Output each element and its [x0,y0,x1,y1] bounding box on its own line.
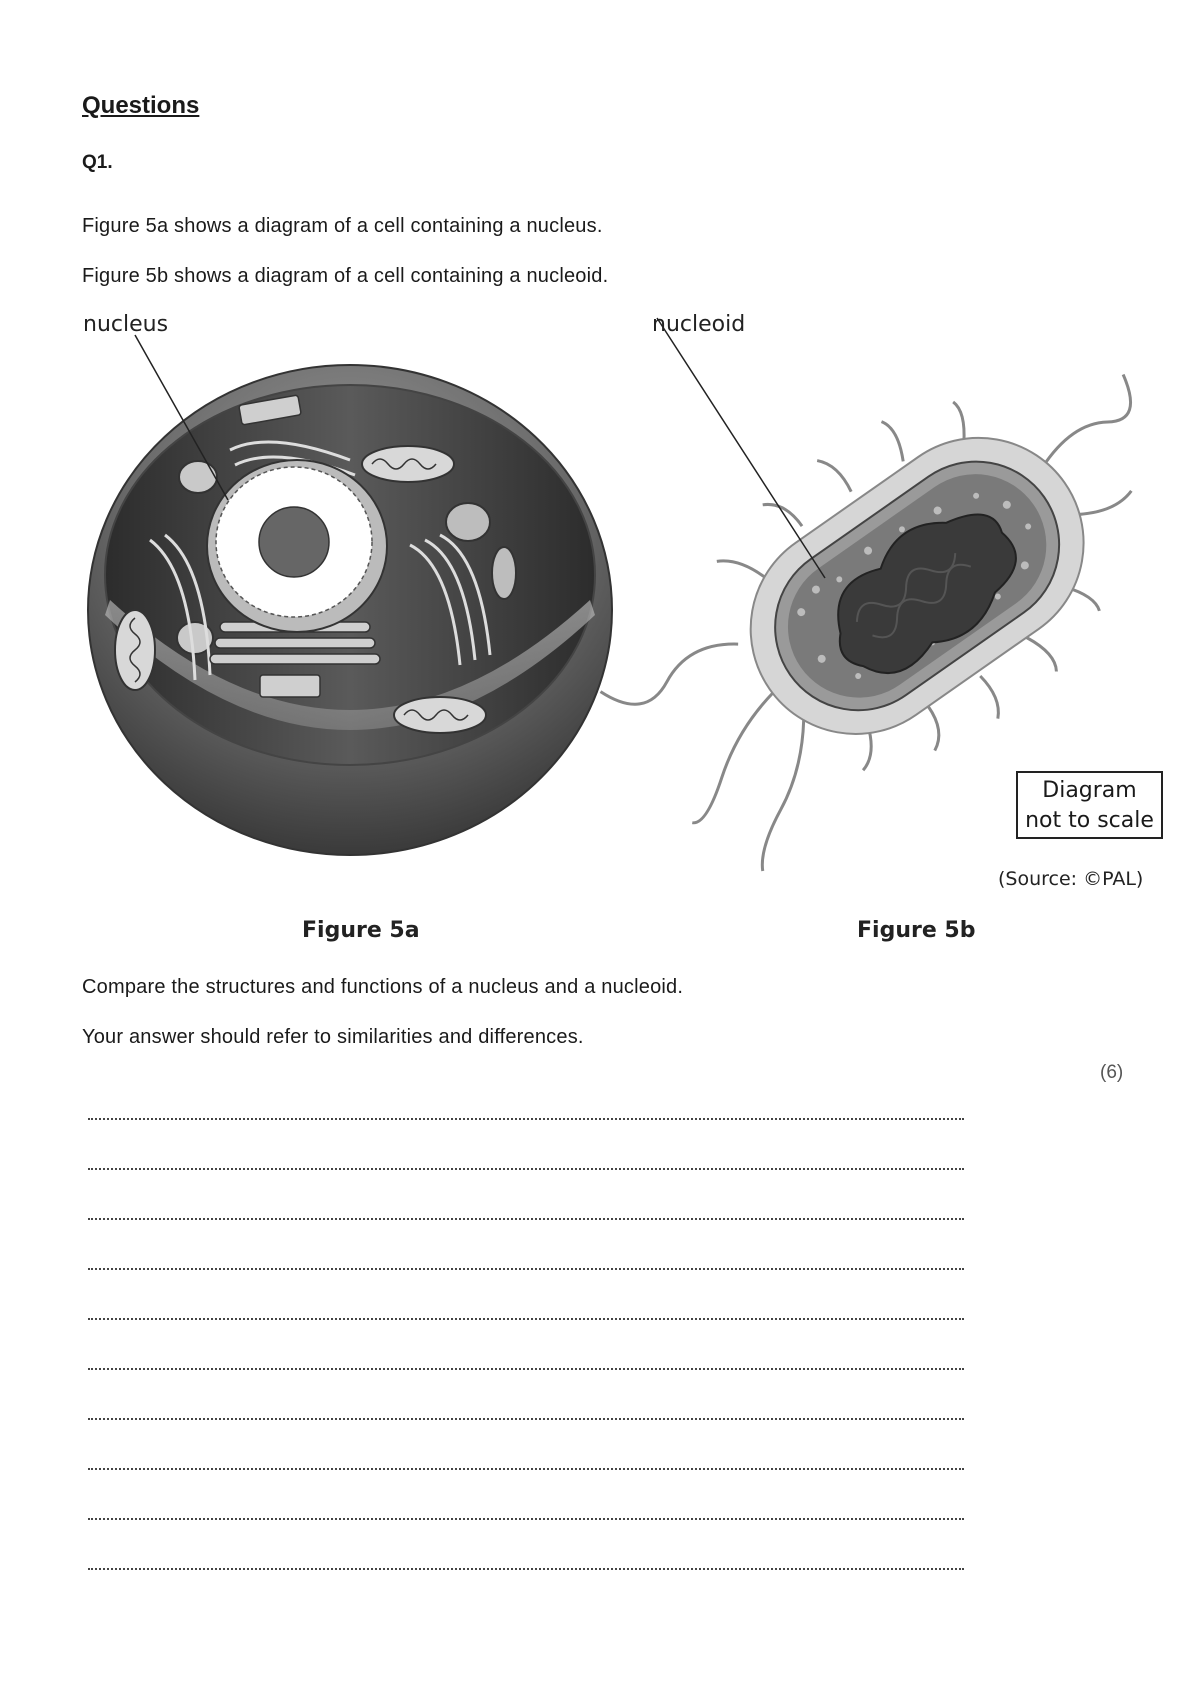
answer-line[interactable] [88,1168,964,1170]
task-line-2: Your answer should refer to similarities and differences. [82,1026,584,1048]
nucleus-label: nucleus [83,312,169,337]
intro-line-1: Figure 5a shows a diagram of a cell containing a nucleus. [82,215,603,237]
page-heading: Questions [82,92,200,119]
animal-cell-diagram [80,340,620,860]
answer-line[interactable] [88,1318,964,1320]
answer-line[interactable] [88,1218,964,1220]
bacterial-cell-diagram [660,330,1140,790]
figure-5b-caption: Figure 5b [857,918,976,943]
answer-line[interactable] [88,1268,964,1270]
marks-indicator: (6) [1100,1062,1124,1083]
task-line-1: Compare the structures and functions of a nucleus and a nucleoid. [82,976,684,998]
figure-5a-caption: Figure 5a [302,918,420,943]
intro-line-2: Figure 5b shows a diagram of a cell containing a nucleoid. [82,265,609,287]
question-number: Q1. [82,152,113,173]
source-credit: (Source: ©PAL) [998,868,1144,890]
nucleoid-label: nucleoid [652,312,746,337]
answer-line[interactable] [88,1418,964,1420]
answer-line[interactable] [88,1468,964,1470]
answer-line[interactable] [88,1118,964,1120]
answer-line[interactable] [88,1518,964,1520]
scale-note [1016,771,1163,839]
answer-line[interactable] [88,1568,964,1570]
scale-note-line-2: not to scale [1025,808,1154,833]
scale-note-line-1: Diagram [1042,778,1137,803]
answer-line[interactable] [88,1368,964,1370]
